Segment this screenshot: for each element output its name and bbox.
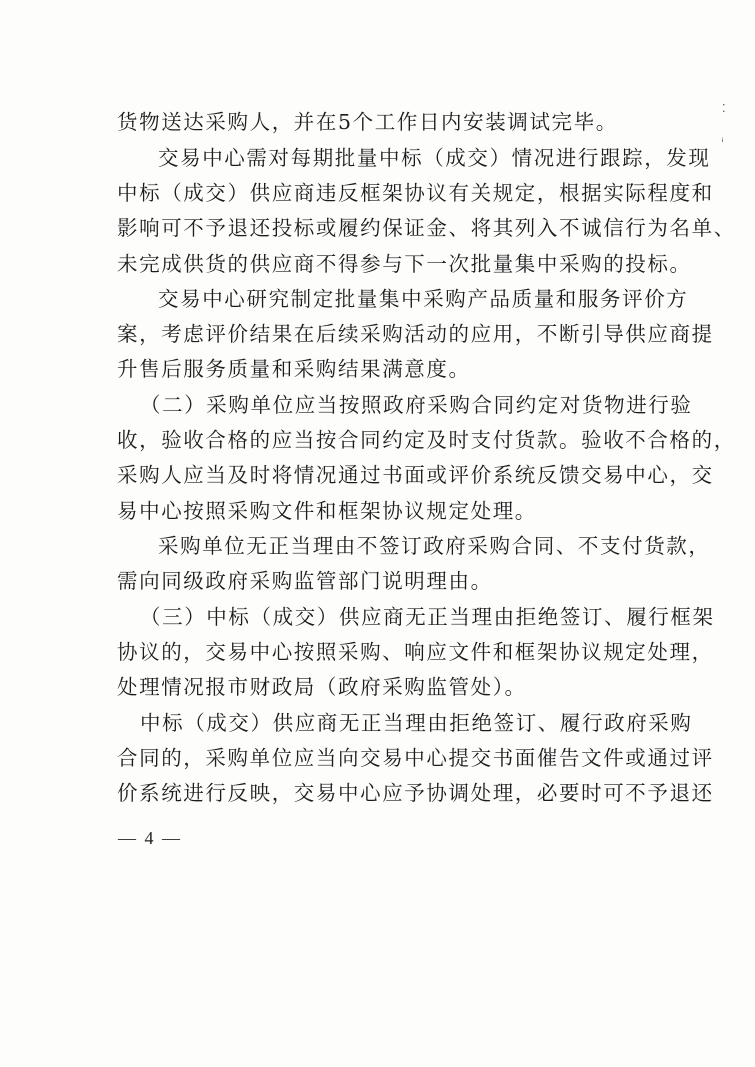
scan-speck-mark: ꜟ — [721, 132, 724, 145]
text-line: 交易中心需对每期批量中标（成交）情况进行跟踪，发现 — [158, 146, 711, 170]
text-line: 影响可不予退还投标或履约保证金、将其列入不诚信行为名单、 — [117, 216, 736, 240]
text-line: 合同的，采购单位应当向交易中心提交书面催告文件或通过评 — [117, 746, 714, 770]
text-line: 处理情况报市财政局（政府采购监管处）。 — [117, 675, 527, 699]
text-line: 需向同级政府采购监管部门说明理由。 — [117, 569, 493, 593]
text-line: 协议的，交易中心按照采购、响应文件和框架协议规定处理， — [117, 640, 714, 664]
page-number: — 4 — — [118, 828, 182, 848]
text-line: 案，考虑评价结果在后续采购活动的应用，不断引导供应商提 — [117, 322, 714, 346]
text-line: 易中心按照采购文件和框架协议规定处理。 — [117, 499, 537, 523]
text-line: 采购单位无正当理由不签订政府采购合同、不支付货款， — [158, 534, 711, 558]
text-line: 采购人应当及时将情况通过书面或评价系统反馈交易中心，交 — [117, 463, 714, 487]
text-line: 收，验收合格的应当按合同约定及时支付货款。验收不合格的， — [117, 428, 736, 452]
text-line: 升售后服务质量和采购结果满意度。 — [117, 357, 471, 381]
scan-speck-mark: ⁚ — [722, 102, 726, 115]
text-line: （三）中标（成交）供应商无正当理由拒绝签订、履行框架 — [140, 605, 715, 629]
text-line: 未完成供货的供应商不得参与下一次批量集中采购的投标。 — [117, 252, 692, 276]
text-line: 中标（成交）供应商违反框架协议有关规定，根据实际程度和 — [117, 181, 714, 205]
text-line: 交易中心研究制定批量集中采购产品质量和服务评价方 — [158, 287, 689, 311]
text-line: 价系统进行反映，交易中心应予协调处理，必要时可不予退还 — [117, 781, 714, 805]
text-line: 货物送达采购人，并在5个工作日内安装调试完毕。 — [117, 110, 618, 134]
text-line: 中标（成交）供应商无正当理由拒绝签订、履行政府采购 — [140, 711, 693, 735]
text-line: （二）采购单位应当按照政府采购合同约定对货物进行验 — [140, 393, 693, 417]
